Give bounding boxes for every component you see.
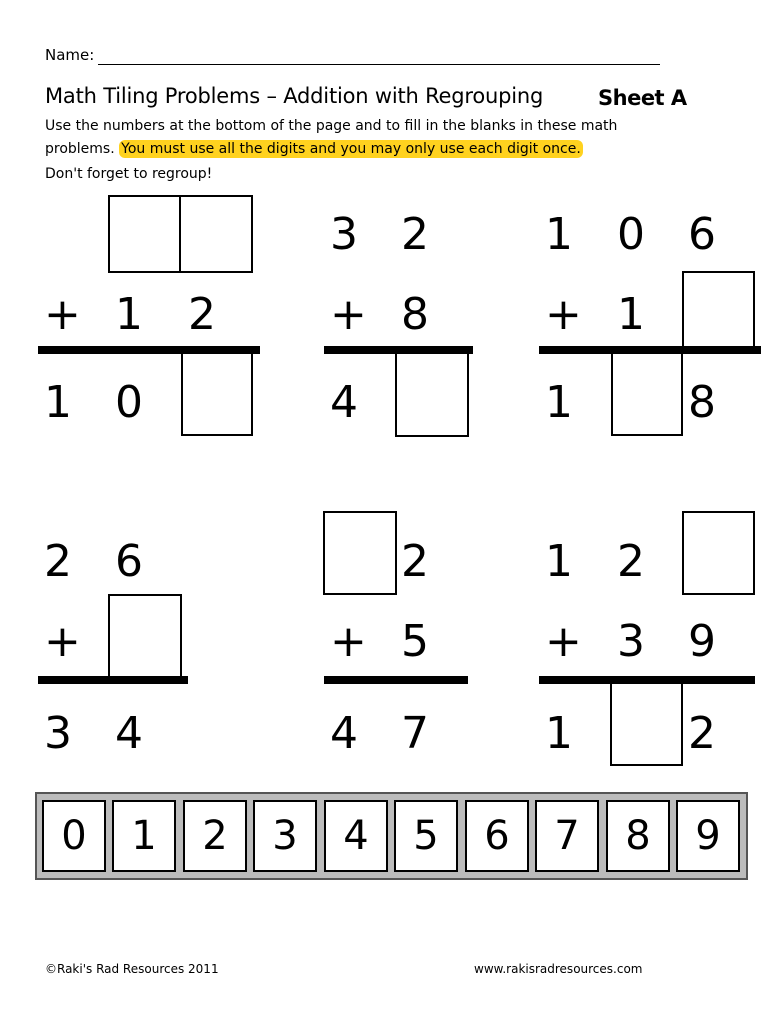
- p5-answer-digit-2: 7: [401, 708, 429, 759]
- digit-tile-0[interactable]: 0: [42, 800, 106, 872]
- p2-plus-sign: +: [330, 289, 367, 340]
- p1-answer-digit-1: 1: [44, 377, 72, 428]
- p4-plus-sign: +: [44, 616, 81, 667]
- p6-top-digit-1: 1: [545, 536, 573, 587]
- worksheet-title: Math Tiling Problems – Addition with Regrouping: [45, 84, 544, 108]
- digit-tile-2[interactable]: 2: [183, 800, 247, 872]
- p5-plus-sign: +: [330, 616, 367, 667]
- p6-answer-digit-3: 2: [688, 708, 716, 759]
- digit-tile-6[interactable]: 6: [465, 800, 529, 872]
- copyright-text: ©Raki's Rad Resources 2011: [45, 962, 219, 976]
- p2-answer-ones-blank[interactable]: [395, 352, 469, 437]
- website-link[interactable]: www.rakisradresources.com: [474, 962, 643, 976]
- p5-answer-line: [324, 676, 468, 684]
- p3-top-digit-2: 0: [617, 209, 645, 260]
- p1-bottom-digit-2: 2: [188, 289, 216, 340]
- p4-top-digit-2: 6: [115, 536, 143, 587]
- p6-top-ones-blank[interactable]: [682, 511, 755, 595]
- p4-bottom-ones-blank[interactable]: [108, 594, 182, 680]
- p1-answer-digit-2: 0: [115, 377, 143, 428]
- p3-answer-digit-3: 8: [688, 377, 716, 428]
- p1-bottom-digit-1: 1: [115, 289, 143, 340]
- p3-top-digit-3: 6: [688, 209, 716, 260]
- digit-tile-7[interactable]: 7: [535, 800, 599, 872]
- p5-bottom-digit-2: 5: [401, 616, 429, 667]
- p3-answer-tens-blank[interactable]: [611, 352, 683, 436]
- sheet-label: Sheet A: [598, 86, 687, 110]
- p4-answer-digit-1: 3: [44, 708, 72, 759]
- p5-answer-digit-1: 4: [330, 708, 358, 759]
- p1-answer-ones-blank[interactable]: [181, 352, 253, 436]
- p1-top-tens-blank[interactable]: [108, 195, 181, 273]
- p3-answer-digit-1: 1: [545, 377, 573, 428]
- p1-top-ones-blank[interactable]: [179, 195, 253, 273]
- p3-bottom-ones-blank[interactable]: [682, 271, 755, 349]
- name-label: Name:: [45, 46, 95, 64]
- p4-top-digit-1: 2: [44, 536, 72, 587]
- p4-answer-digit-2: 4: [115, 708, 143, 759]
- p6-bottom-digit-3: 9: [688, 616, 716, 667]
- p6-plus-sign: +: [545, 616, 582, 667]
- p6-top-digit-2: 2: [617, 536, 645, 587]
- instruction-line-2: [45, 141, 583, 157]
- digit-tile-3[interactable]: 3: [253, 800, 317, 872]
- digit-tile-5[interactable]: 5: [394, 800, 458, 872]
- p3-top-digit-1: 1: [545, 209, 573, 260]
- p6-answer-tens-blank[interactable]: [610, 682, 683, 766]
- p2-bottom-digit-2: 8: [401, 289, 429, 340]
- instruction-line-3: Don't forget to regroup!: [45, 166, 213, 182]
- digit-tile-8[interactable]: 8: [606, 800, 670, 872]
- p4-answer-line: [38, 676, 188, 684]
- digit-tiles-strip: [35, 792, 748, 880]
- digit-tile-9[interactable]: 9: [676, 800, 740, 872]
- p2-top-digit-1: 3: [330, 209, 358, 260]
- p2-answer-digit-1: 4: [330, 377, 358, 428]
- name-line[interactable]: [98, 64, 660, 65]
- p5-top-digit-2: 2: [401, 536, 429, 587]
- instruction-highlight: You must use all the digits and you may only use each digit once.: [121, 141, 581, 157]
- p6-bottom-digit-2: 3: [617, 616, 645, 667]
- digit-tile-1[interactable]: 1: [112, 800, 176, 872]
- p1-plus-sign: +: [44, 289, 81, 340]
- instruction-line-2-plain: problems.: [45, 141, 115, 157]
- instruction-line-1: Use the numbers at the bottom of the page and to fill in the blanks in these math: [45, 118, 618, 134]
- digit-tile-4[interactable]: 4: [324, 800, 388, 872]
- p6-answer-digit-1: 1: [545, 708, 573, 759]
- p3-bottom-digit-2: 1: [617, 289, 645, 340]
- p3-plus-sign: +: [545, 289, 582, 340]
- p2-top-digit-2: 2: [401, 209, 429, 260]
- p5-top-tens-blank[interactable]: [323, 511, 397, 595]
